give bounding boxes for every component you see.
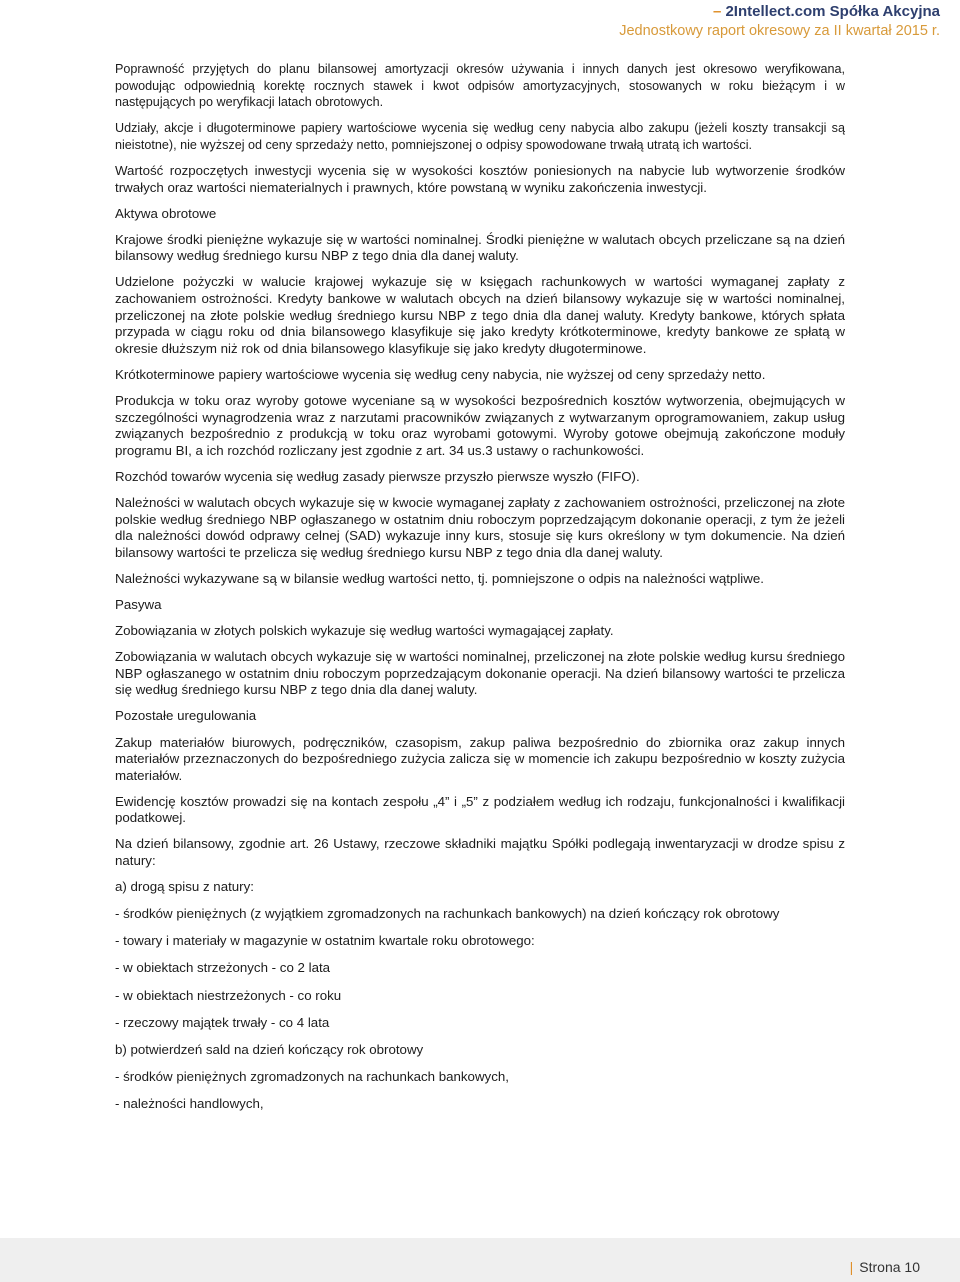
list-item: - w obiektach strzeżonych - co 2 lata (115, 960, 331, 976)
document-body (115, 61, 845, 1123)
section-heading-current-assets: Aktywa obrotowe (115, 205, 217, 221)
paragraph-liabilities-pln: Zobowiązania w złotych polskich wykazuje się według wartości wymagającej zapłaty. (115, 623, 614, 639)
paragraph-investments-valuation: Wartość rozpoczętych inwestycji wycenia się w wysokości kosztów poniesionych na nabycie lub wytworzenie środków trwałych oraz wartości niematerialnych i prawnych, które powstaną w wyniku zakończenia inwestycji. (115, 162, 845, 195)
page-number (850, 1259, 920, 1275)
footer-bar (0, 1238, 960, 1282)
company-name: 2Intellect.com Spółka Akcyjna (725, 3, 940, 20)
paragraph-cost-accounts: Ewidencję kosztów prowadzi się na kontach zespołu „4” i „5” z podziałem według ich rodzaju, funkcjonalności i kwalifikacji podatkowej. (115, 793, 845, 826)
list-item: - rzeczowy majątek trwały - co 4 lata (115, 1014, 330, 1030)
list-item: b) potwierdzeń sald na dzień kończący rok obrotowy (115, 1041, 424, 1057)
list-item: - towary i materiały w magazynie w ostatnim kwartale roku obrotowego: (115, 933, 535, 949)
paragraph-liabilities-foreign: Zobowiązania w walutach obcych wykazuje się w wartości nominalnej, przeliczonej na złote polskie według kursu średniego NBP ogłaszanego w ostatnim dniu roboczym poprzedzającym dokonanie operacji. Na dzień bilansowy wartości te przelicza się według średniego kursu NBP z tego dnia dla danej waluty. (115, 649, 845, 698)
header-dash: – (712, 3, 722, 20)
section-heading-liabilities: Pasywa (115, 596, 162, 612)
list-item: - środków pieniężnych (z wyjątkiem zgromadzonych na rachunkach bankowych) na dzień kończący rok obrotowy (115, 906, 780, 922)
list-item: - należności handlowych, (115, 1095, 264, 1111)
section-heading-other-regulations: Pozostałe uregulowania (115, 708, 257, 724)
paragraph-shares-valuation: Udziały, akcje i długoterminowe papiery wartościowe wycenia się według ceny nabycia albo zakupu (jeżeli koszty transakcji są nieistotne), nie wyższej od ceny sprzedaży netto, pomniejszonej o odpisy spowodowane trwałą utratą ich wartości. (115, 121, 845, 152)
report-subtitle: Jednostkowy raport okresowy za II kwartał 2015 r. (619, 23, 940, 39)
report-header (619, 3, 940, 40)
page-number-label: Strona 10 (859, 1259, 920, 1275)
paragraph-amortization-verification: Poprawność przyjętych do planu bilansowej amortyzacji okresów używania i innych danych jest okresowo weryfikowana, powodując odpowiednią korektę rocznych stawek i kwot odpisów amortyzacyjnych, stosowanych w roku bieżącym i w następujących po weryfikacji latach obrotowych. (115, 62, 845, 110)
paragraph-cash: Krajowe środki pieniężne wykazuje się w wartości nominalnej. Środki pieniężne w walutach obcych przeliczane są na dzień bilansowy według średniego kursu NBP z tego dnia dla danej waluty. (115, 231, 845, 264)
paragraph-loans-credits: Udzielone pożyczki w walucie krajowej wykazuje się w księgach rachunkowych w wartości wymaganej zapłaty z zachowaniem ostrożności. Kredyty bankowe w walutach obcych na dzień bilansowy wykazuje się w wartości nominalnej, przeliczonej na złote polskie według średniego kursu NBP z tego dnia dla danej waluty. Kredyty bankowe, których spłata przypada w ciągu roku od dnia bilansowego klasyfikuje się jako kredyty krótkoterminowe, kredyty bankowe ze spłatą w okresie dłuższym niż rok od dnia bilansowego klasyfikuje się jako kredyty długoterminowe. (115, 274, 845, 356)
paragraph-goods-fifo: Rozchód towarów wycenia się według zasady pierwsze przyszło pierwsze wyszło (FIFO). (115, 468, 640, 484)
paragraph-receivables-net: Należności wykazywane są w bilansie według wartości netto, tj. pomniejszone o odpis na należności wątpliwe. (115, 570, 764, 586)
paragraph-materials-purchase: Zakup materiałów biurowych, podręczników, czasopism, zakup paliwa bezpośrednio do zbiornika oraz zakup innych materiałów przeznaczonych do bezpośredniego zużycia zalicza się w momencie ich zakupu bezpośrednio w koszty zużycia materiałów. (115, 734, 845, 783)
paragraph-inventory-intro: Na dzień bilansowy, zgodnie art. 26 Ustawy, rzeczowe składniki majątku Spółki podlegają inwentaryzacji w drodze spisu z natury: (115, 836, 845, 869)
page-number-divider: | (849, 1259, 854, 1275)
list-item: - środków pieniężnych zgromadzonych na rachunkach bankowych, (115, 1068, 509, 1084)
paragraph-short-term-securities: Krótkoterminowe papiery wartościowe wycenia się według ceny nabycia, nie wyższej od ceny sprzedaży netto. (115, 366, 766, 382)
list-item: - w obiektach niestrzeżonych - co roku (115, 987, 342, 1003)
paragraph-foreign-receivables: Należności w walutach obcych wykazuje się w kwocie wymaganej zapłaty z zachowaniem ostrożności, przeliczonej na złote polskie według średniego NBP ogłaszanego w ostatnim dniu roboczym poprzedzającym dokonanie operacji, z tym że jeżeli dla należności dowód odprawy celnej (SAD) wykazuje inny kurs, stosuje się kurs określony w tym dokumencie. Na dzień bilansowy wartości te przelicza się według średniego kursu NBP z tego dnia dla danej waluty. (115, 494, 845, 560)
paragraph-production-in-progress: Produkcja w toku oraz wyroby gotowe wyceniane są w wysokości bezpośrednich kosztów wytworzenia, obejmujących w szczególności wynagrodzenia wraz z narzutami pracowników związanych z wytwarzanym oprogramowaniem, zakup usług związanych bezpośrednio z produkcją w toku oraz wyrobami gotowymi. Wyroby gotowe obejmują zakończone moduły programu BI, a ich rozchód rozliczany jest zgodnie z art. 34 us.3 ustawy o rachunkowości. (115, 393, 845, 458)
list-item: a) drogą spisu z natury: (115, 879, 254, 895)
